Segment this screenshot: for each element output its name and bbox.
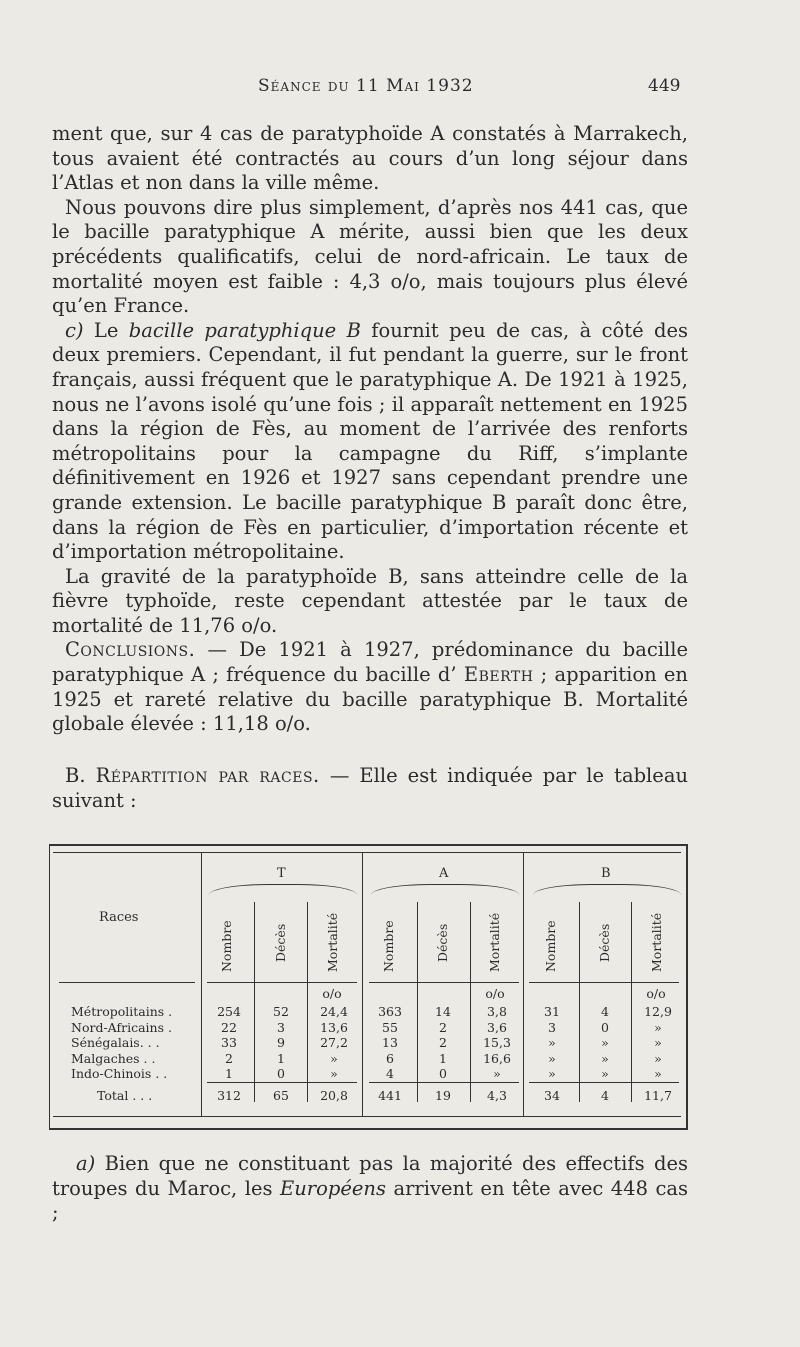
- col-divider: [201, 852, 202, 1116]
- table-cell: 2: [225, 1050, 233, 1066]
- table-cell: »: [601, 1035, 609, 1050]
- table-cell: »: [548, 1035, 556, 1050]
- race-name: Indo-Chinois . .: [71, 1066, 168, 1081]
- section-b: [52, 764, 688, 813]
- table-cell: 4: [601, 1004, 609, 1019]
- total-cell: 11,7: [644, 1088, 672, 1103]
- table-cell: »: [654, 1019, 662, 1035]
- table-cell: 52: [273, 1004, 289, 1019]
- rule: [529, 982, 679, 983]
- races-table: [49, 844, 687, 1128]
- table-cell: 0: [601, 1019, 609, 1035]
- table-cell: 9: [277, 1035, 285, 1050]
- running-header: [0, 76, 800, 102]
- table-cell: 1: [277, 1050, 285, 1066]
- col-header: Décès: [597, 923, 612, 962]
- unit-label: o/o: [485, 986, 505, 1001]
- rule: [207, 1082, 357, 1083]
- col-header: Nombre: [219, 920, 234, 972]
- col-header: Mortalité: [325, 912, 340, 972]
- table-cell: »: [654, 1066, 662, 1081]
- table-cell: 13: [382, 1035, 398, 1050]
- table-cell: 3: [548, 1019, 556, 1035]
- rule: [529, 1082, 679, 1083]
- race-name: Sénégalais. . .: [71, 1035, 160, 1050]
- table-cell: 14: [435, 1004, 451, 1019]
- total-cell: 65: [273, 1088, 289, 1103]
- running-title: Séance du 11 Mai 1932: [258, 76, 474, 96]
- table-cell: 2: [439, 1019, 447, 1035]
- unit-label: o/o: [646, 986, 666, 1001]
- total-cell: 20,8: [320, 1088, 348, 1103]
- col-divider: [254, 902, 255, 1102]
- group-brace: [209, 884, 357, 895]
- rule: [59, 982, 195, 983]
- table-cell: 1: [439, 1050, 447, 1066]
- table-cell: »: [493, 1066, 501, 1081]
- col-divider: [523, 852, 524, 1116]
- total-cell: 4,3: [487, 1088, 507, 1103]
- table-cell: »: [548, 1050, 556, 1066]
- group-header-t: T: [277, 866, 286, 881]
- rule: [207, 982, 357, 983]
- table-cell: 15,3: [483, 1035, 511, 1050]
- unit-label: o/o: [322, 986, 342, 1001]
- table-cell: »: [601, 1066, 609, 1081]
- group-brace: [371, 884, 519, 895]
- rule: [369, 1082, 519, 1083]
- table-cell: 2: [439, 1035, 447, 1050]
- table-cell: 27,2: [320, 1035, 348, 1050]
- col-divider: [631, 902, 632, 1102]
- table-cell: 22: [221, 1019, 237, 1035]
- table-cell: »: [654, 1035, 662, 1050]
- table-cell: 4: [386, 1066, 394, 1081]
- paragraph: ment que, sur 4 cas de paratyphoïde A constatés à Marrakech, tous avaient été contractés au cours d’un long séjour dans l’Atlas et non dans la ville même.: [52, 122, 688, 195]
- table-cell: »: [654, 1050, 662, 1066]
- table-cell: »: [548, 1066, 556, 1081]
- rule: [369, 982, 519, 983]
- page-number: 449: [648, 76, 681, 96]
- table-cell: 254: [217, 1004, 241, 1019]
- col-divider: [307, 902, 308, 1102]
- race-name: Nord-Africains .: [71, 1019, 172, 1035]
- races-header: Races: [99, 910, 139, 925]
- table-cell: 3,6: [487, 1019, 507, 1035]
- col-divider: [362, 852, 363, 1116]
- paragraph-c: c) Le bacille paratyphique B fournit peu de cas, à côté des deux premiers. Cependant, il fut pendant la guerre, sur le front français, aussi fréquent que le paratyphique A. De 1921 à 1925, nous ne l’avons isolé qu’une fois ; il apparaît nettement en 1925 dans la région de Fès, au moment de l’arrivée des renforts métropolitains pour la campagne du Riff, s’implante définitivement en 1926 et 1927 sans cependant prendre une grande extension. Le bacille paratyphique B paraît donc être, dans la région de Fès en particulier, d’importation récente et d’importation métropolitaine.: [52, 318, 689, 564]
- table-cell: 3: [277, 1019, 285, 1035]
- table-cell: 16,6: [483, 1050, 511, 1066]
- table-cell: »: [601, 1050, 609, 1066]
- total-cell: 312: [217, 1088, 241, 1103]
- paragraph: Nous pouvons dire plus simplement, d’après nos 441 cas, que le bacille paratyphique A mérite, aussi bien que les deux précédents qualificatifs, celui de nord-africain. Le taux de mortalité moyen est faible : 4,3 o/o, mais toujours plus élevé qu’en France.: [52, 195, 688, 318]
- total-cell: 4: [601, 1088, 609, 1103]
- col-header: Mortalité: [487, 912, 502, 972]
- table-cell: »: [330, 1066, 338, 1081]
- table-cell: 3,8: [487, 1004, 507, 1019]
- paragraph-conclusions: Conclusions. — De 1921 à 1927, prédominance du bacille paratyphique A ; fréquence du bacille d’ Eberth ; apparition en 1925 et rareté relative du bacille paratyphique B. Mortalité globale élevée : 11,18 o/o.: [52, 638, 688, 736]
- col-divider: [470, 902, 471, 1102]
- table-cell: 24,4: [320, 1004, 348, 1019]
- group-header-b: B: [601, 866, 611, 881]
- table-cell: 13,6: [320, 1019, 348, 1035]
- total-cell: 34: [544, 1088, 560, 1103]
- col-header: Nombre: [543, 920, 558, 972]
- table-cell: 33: [221, 1035, 237, 1050]
- paragraph: La gravité de la paratyphoïde B, sans atteindre celle de la fièvre typhoïde, reste cependant attestée par le taux de mortalité de 11,76 o/o.: [52, 564, 688, 637]
- section-b-intro: B. Répartition par races. — Elle est indiquée par le tableau suivant :: [52, 764, 689, 812]
- race-name: Malgaches . .: [71, 1050, 156, 1066]
- group-brace: [533, 884, 681, 895]
- table-cell: 55: [382, 1019, 398, 1035]
- table-cell: 0: [439, 1066, 447, 1081]
- col-header: Décès: [273, 923, 288, 962]
- table-cell: 12,9: [644, 1004, 672, 1019]
- col-header: Décès: [435, 923, 450, 962]
- table-cell: 363: [378, 1004, 402, 1019]
- tail-text: [52, 1152, 688, 1226]
- group-header-a: A: [439, 866, 449, 881]
- body-text: [52, 122, 688, 737]
- total-label: Total . . .: [97, 1088, 153, 1103]
- race-name: Métropolitains .: [71, 1004, 173, 1019]
- total-cell: 19: [435, 1088, 451, 1103]
- table-cell: 31: [544, 1004, 560, 1019]
- table-cell: »: [330, 1050, 338, 1066]
- table-cell: 1: [225, 1066, 233, 1081]
- paragraph-a: a) Bien que ne constituant pas la majorité des effectifs des troupes du Maroc, les Européens arrivent en tête avec 448 cas ;: [52, 1152, 689, 1225]
- table-cell: 6: [386, 1050, 394, 1066]
- col-header: Nombre: [381, 920, 396, 972]
- total-cell: 441: [378, 1088, 402, 1103]
- table-cell: 0: [277, 1066, 285, 1081]
- col-header: Mortalité: [649, 912, 664, 972]
